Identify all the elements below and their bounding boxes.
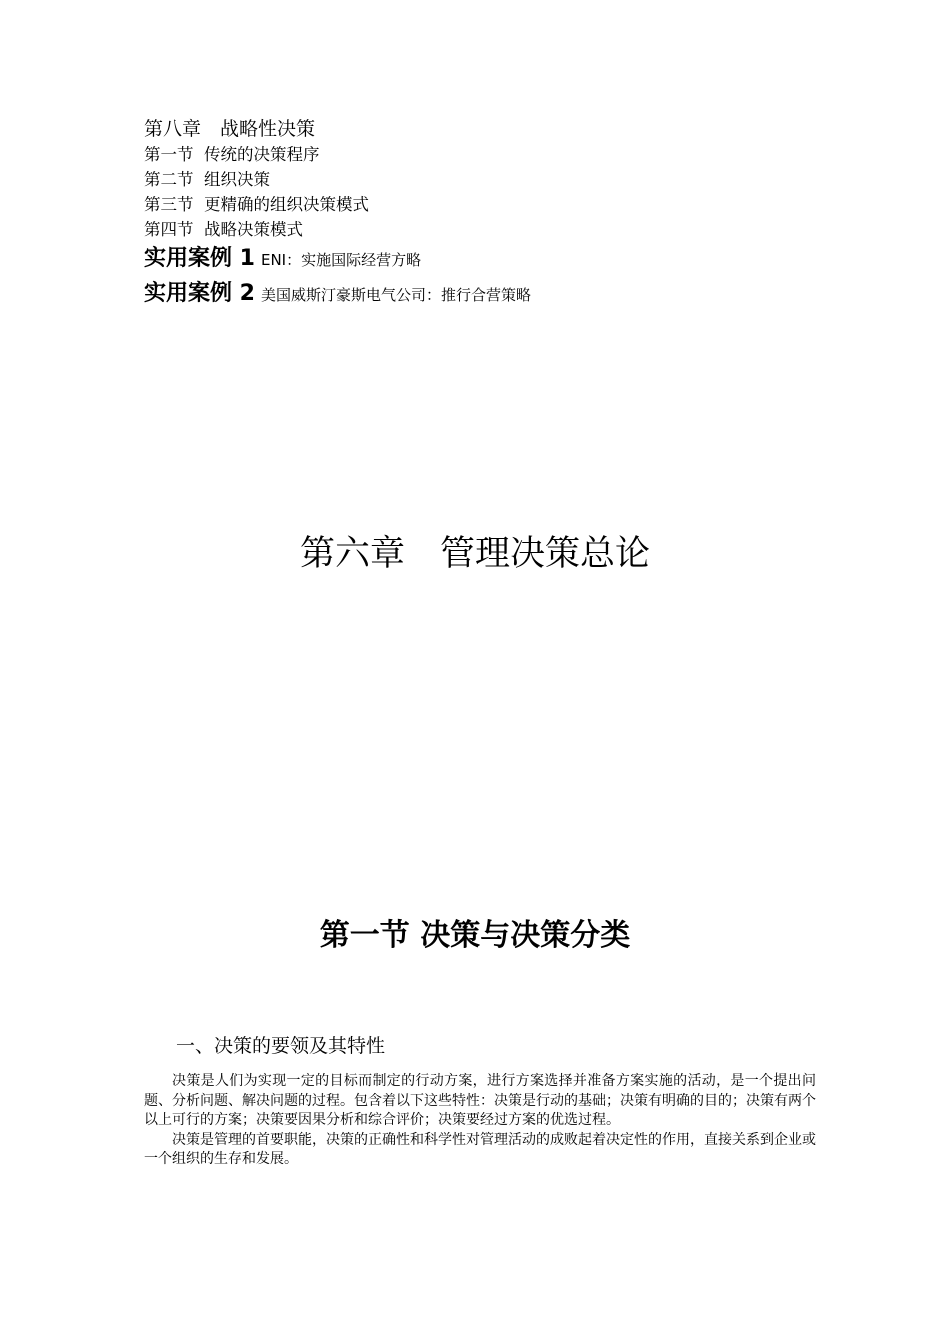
case-label: 实用案例 1 <box>144 246 255 271</box>
chapter-title: 第六章 管理决策总论 <box>299 534 650 574</box>
body-paragraph: 决策是人们为实现一定的目标而制定的行动方案，进行方案选择并准备方案实施的活动，是一个提出问题、分析问题、解决问题的过程。包含着以下这些特性：决策是行动的基础；决策有明确的目的；决策有两个以上可行的方案；决策要因果分析和综合评价；决策要经过方案的优选过程。 <box>144 1073 816 1128</box>
toc-case-item <box>144 277 844 312</box>
toc-case-item <box>144 242 844 277</box>
toc-section-item: 第一节 传统的决策程序 <box>144 145 320 164</box>
case-description: 美国威斯汀豪斯电气公司：推行合营策略 <box>260 286 531 304</box>
toc-section-item: 第二节 组织决策 <box>144 170 270 189</box>
case-description: ENI：实施国际经营方略 <box>260 251 422 269</box>
case-label: 实用案例 2 <box>144 281 255 306</box>
body-text <box>144 1072 816 1170</box>
section-title: 第一节 决策与决策分类 <box>319 918 631 953</box>
subsection-title: 一、决策的要领及其特性 <box>176 1035 386 1057</box>
table-of-contents <box>144 116 844 312</box>
toc-section-item: 第三节 更精确的组织决策模式 <box>144 195 369 214</box>
body-paragraph: 决策是管理的首要职能，决策的正确性和科学性对管理活动的成败起着决定性的作用，直接关系到企业或一个组织的生存和发展。 <box>144 1131 816 1167</box>
toc-chapter-heading: 第八章 战略性决策 <box>144 118 316 140</box>
toc-section-item: 第四节 战略决策模式 <box>144 220 303 239</box>
